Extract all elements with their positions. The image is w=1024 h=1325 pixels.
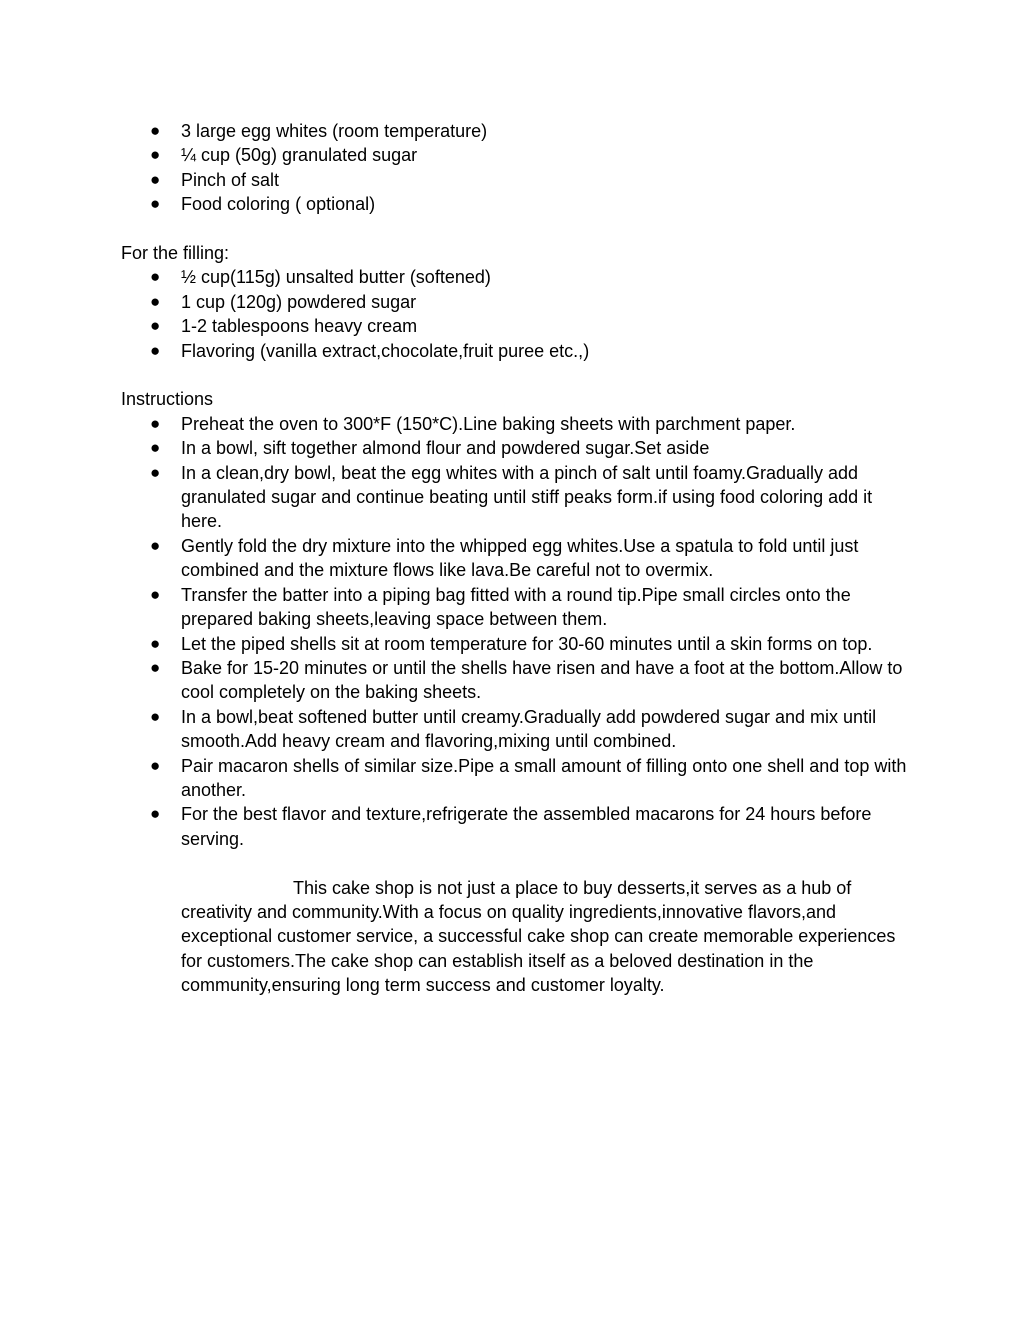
list-item-text: Pinch of salt: [181, 169, 280, 190]
list-item-text: Food coloring ( optional): [181, 194, 376, 215]
list-item: [121, 314, 911, 338]
list-item-text: Flavoring (vanilla extract,chocolate,fruit puree etc.,): [181, 340, 590, 361]
list-item-text: Let the piped shells sit at room temperature for 30-60 minutes until a skin forms on top.: [181, 633, 873, 654]
bullet-icon: ●: [150, 194, 161, 214]
bullet-icon: ●: [150, 316, 161, 336]
closing-paragraph: This cake shop is not just a place to buy desserts,it serves as a hub of creativity and community.With a focus on quality ingredients,innovative flavors,and exceptional customer service, a successful cake shop can create memorable experiences for customers.The cake shop can establish itself as a beloved destination in the community,ensuring long term success and customer loyalty.: [181, 877, 896, 996]
list-item-text: 3 large egg whites (room temperature): [181, 121, 488, 141]
list-item: [121, 705, 911, 754]
list-item-text: ½ cup(115g) unsalted butter (softened): [181, 267, 491, 288]
bullet-icon: ●: [150, 584, 161, 604]
list-item-text: In a clean,dry bowl, beat the egg whites with a pinch of salt until foamy.Gradually add granulated sugar and continue beating until stiff peaks form.if using food coloring add it here.: [181, 462, 873, 532]
bullet-icon: ●: [150, 291, 161, 311]
list-item: [121, 656, 911, 705]
list-item-text: Pair macaron shells of similar size.Pipe a small amount of filling onto one shell and top with another.: [181, 755, 907, 800]
instructions-heading: Instructions: [121, 389, 214, 410]
bullet-icon: ●: [150, 804, 161, 824]
list-item-text: Gently fold the dry mixture into the whipped egg whites.Use a spatula to fold until just combined and the mixture flows like lava.Be careful not to overmix.: [181, 535, 859, 581]
bullet-icon: ●: [150, 755, 161, 775]
list-item: [121, 583, 911, 632]
instructions-list: [121, 412, 911, 851]
list-item-text: For the best flavor and texture,refrigerate the assembled macarons for 24 hours before serving.: [181, 804, 872, 849]
bullet-icon: ●: [150, 267, 161, 287]
bullet-icon: ●: [150, 633, 161, 653]
shell-ingredients-list: [121, 119, 911, 217]
list-item: [121, 119, 911, 143]
bullet-icon: ●: [150, 169, 161, 189]
list-item: [121, 339, 911, 363]
list-item: [121, 534, 911, 583]
list-item: [121, 290, 911, 314]
list-item-text: In a bowl, sift together almond flour and powdered sugar.Set aside: [181, 438, 710, 459]
list-item-text: In a bowl,beat softened butter until creamy.Gradually add powdered sugar and mix until smooth.Add heavy cream and flavoring,mixing until combined.: [181, 706, 877, 752]
list-item: [121, 436, 911, 460]
list-item: [121, 412, 911, 436]
list-item-text: Transfer the batter into a piping bag fitted with a round tip.Pipe small circles onto the prepared baking sheets,leaving space between them.: [181, 584, 851, 630]
list-item: [121, 632, 911, 656]
list-item-text: Bake for 15-20 minutes or until the shells have risen and have a foot at the bottom.Allow to cool completely on the baking sheets.: [181, 657, 903, 703]
bullet-icon: ●: [150, 438, 161, 458]
list-item: [121, 192, 911, 216]
filling-heading: For the filling:: [121, 243, 230, 264]
bullet-icon: ●: [150, 462, 161, 482]
bullet-icon: ●: [150, 706, 161, 726]
list-item: [121, 168, 911, 192]
bullet-icon: ●: [150, 657, 161, 677]
list-item-text: Preheat the oven to 300*F (150*C).Line baking sheets with parchment paper.: [181, 413, 796, 434]
document-page: [121, 119, 911, 998]
list-item-text: 1-2 tablespoons heavy cream: [181, 316, 418, 337]
list-item: [121, 265, 911, 289]
bullet-icon: ●: [150, 121, 161, 140]
list-item-text: ¼ cup (50g) granulated sugar: [181, 145, 418, 166]
bullet-icon: ●: [150, 535, 161, 555]
list-item: [121, 143, 911, 167]
spacer: [121, 851, 911, 875]
list-item: [121, 802, 911, 851]
filling-ingredients-list: [121, 265, 911, 363]
spacer: [121, 217, 911, 241]
list-item: [121, 754, 911, 803]
bullet-icon: ●: [150, 340, 161, 360]
bullet-icon: ●: [150, 145, 161, 165]
bullet-icon: ●: [150, 413, 161, 433]
list-item-text: 1 cup (120g) powdered sugar: [181, 291, 417, 312]
list-item: [121, 461, 911, 534]
spacer: [121, 363, 911, 387]
